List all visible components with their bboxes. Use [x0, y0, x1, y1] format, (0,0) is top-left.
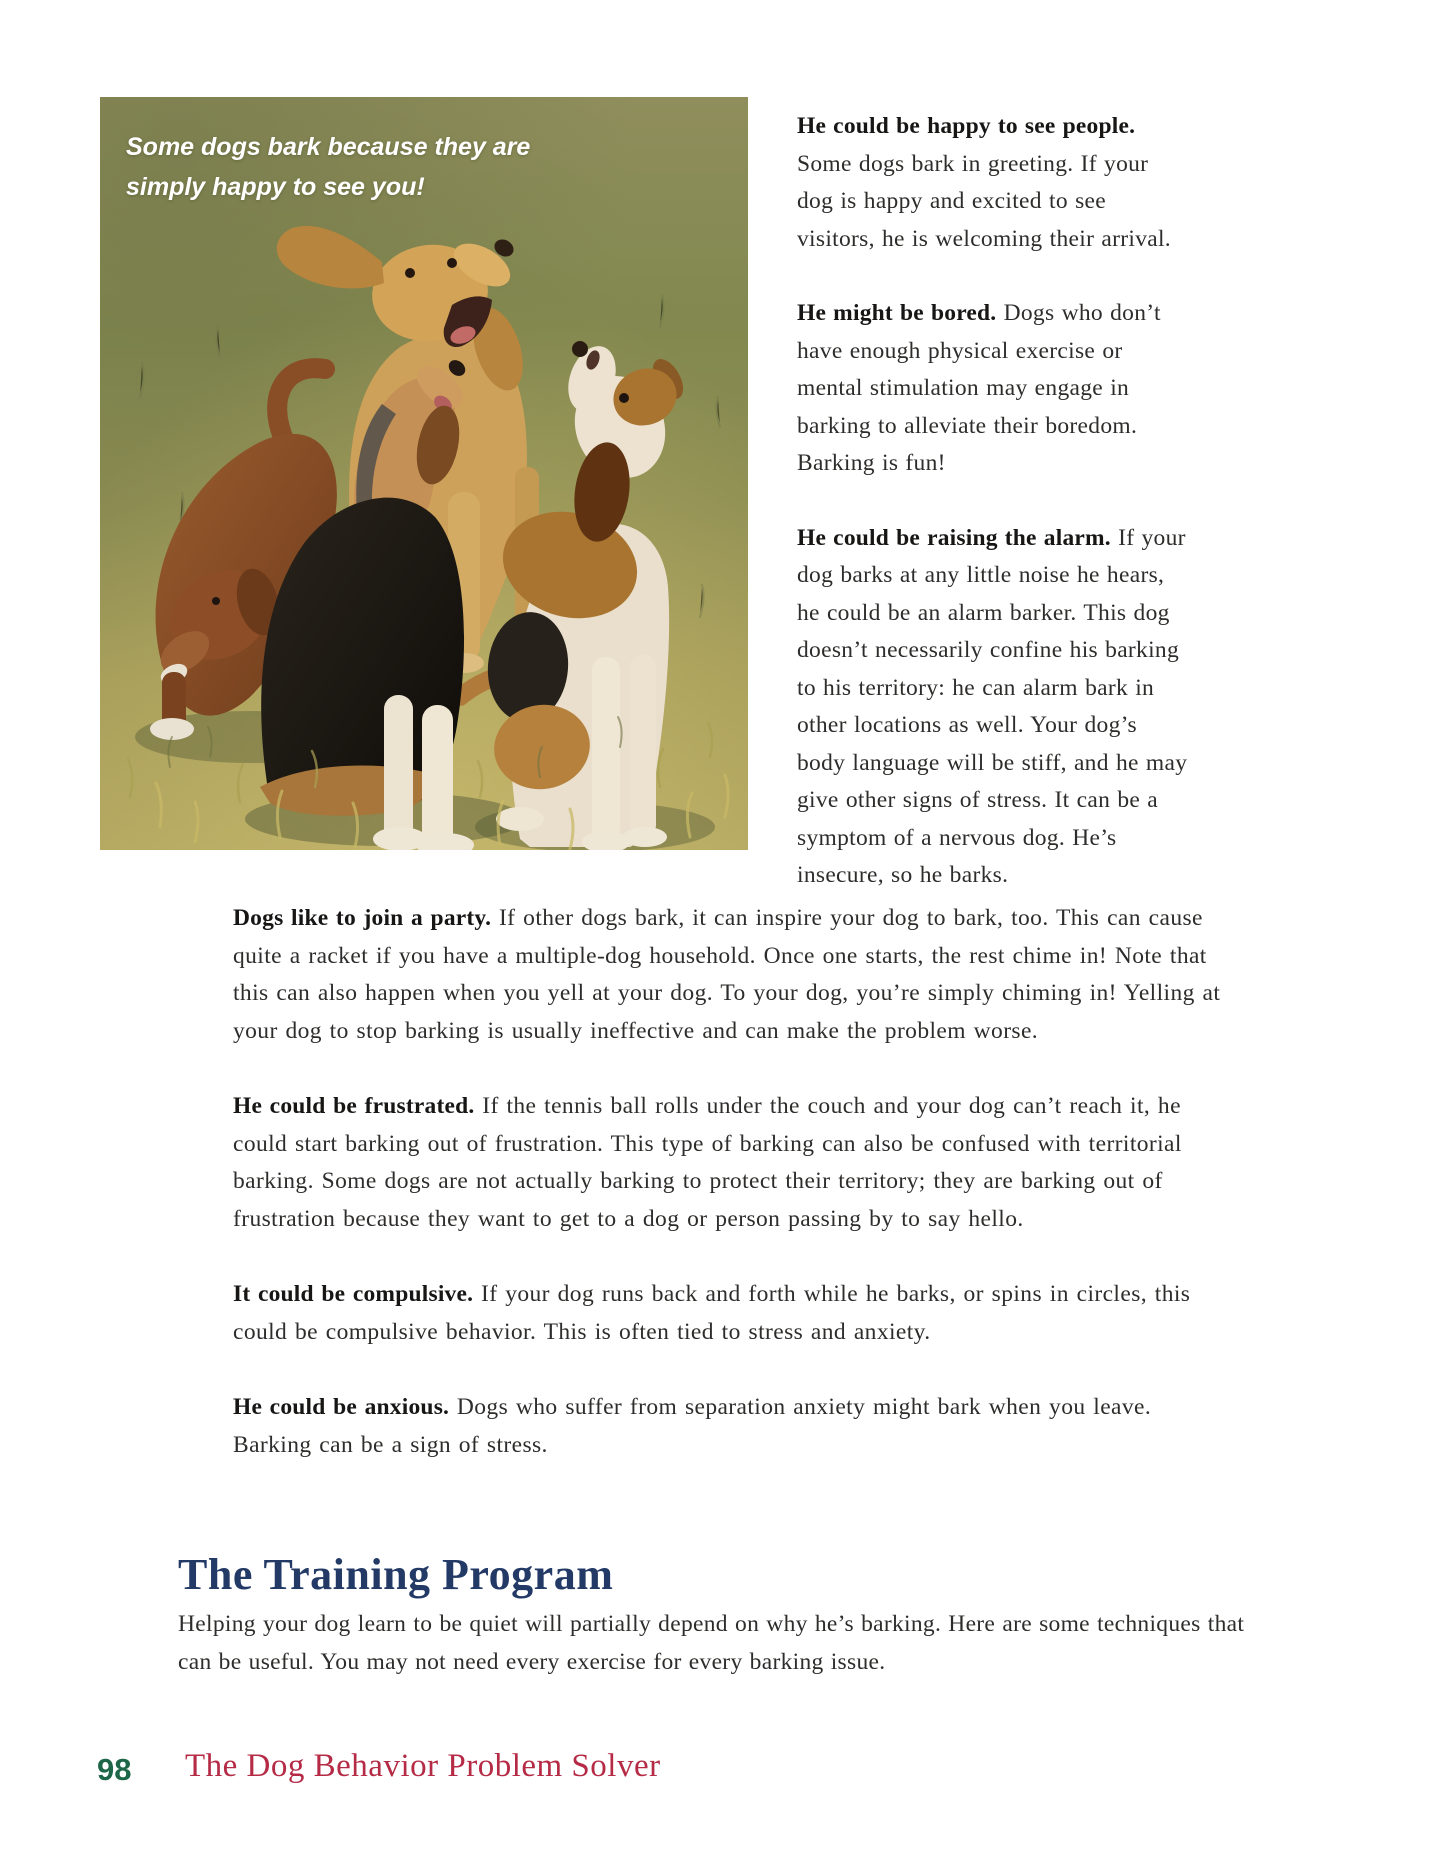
paragraph-text: Dogs who don’t have enough physical exercise or mental stimulation may engage in barking to alleviate their boredom. Barking is fun! [797, 300, 1161, 476]
paragraph-frustrated [233, 1088, 1225, 1238]
right-text-column [797, 108, 1189, 932]
paragraph-raising-the-alarm [797, 520, 1189, 895]
paragraph-text: If the tennis ball rolls under the couch and your dog can’t reach it, he could start barking out of frustration. This type of barking can also be confused with territorial barking. Some dogs are not actually barking to protect their territory; they are barking out of frustration because they want to get to a dog or person passing by to say hello. [233, 1093, 1182, 1232]
photo-caption [126, 127, 530, 207]
paragraph-lead: He might be bored. [797, 300, 997, 326]
paragraph-happy-to-see-people [797, 108, 1189, 258]
paragraph-text: If your dog runs back and forth while he barks, or spins in circles, this could be compulsive behavior. This is often tied to stress and anxiety. [233, 1281, 1191, 1345]
page-footer [0, 1748, 1445, 1792]
dogs-photo [100, 97, 748, 850]
main-text-block [233, 900, 1225, 1502]
paragraph-text: Dogs who suffer from separation anxiety might bark when you leave. Barking can be a sign of stress. [233, 1394, 1152, 1458]
paragraph-lead: Dogs like to join a party. [233, 905, 492, 931]
photo-caption-line2: simply happy to see you! [126, 173, 425, 201]
paragraph-lead: He could be raising the alarm. [797, 524, 1111, 551]
paragraph-might-be-bored [797, 295, 1189, 483]
section-heading: The Training Program [178, 1550, 614, 1599]
book-title: The Dog Behavior Problem Solver [185, 1748, 661, 1784]
dogs-illustration [100, 97, 748, 850]
paragraph-text: If other dogs bark, it can inspire your dog to bark, too. This can cause quite a racket if you have a multiple-dog household. Once one starts, the rest chime in! Note that this can also happen when you yell at your dog. To your dog, you’re simply chiming in! Yelling at your dog to stop barking is usually ineffective and can make the problem worse. [233, 905, 1221, 1044]
paragraph-join-a-party [233, 900, 1225, 1050]
paragraph-text: If your dog barks at any little noise he hears, he could be an alarm barker. This dog doesn’t necessarily confine his barking to his territory: he can alarm bark in other locations as well. Your dog’s body language will be stiff, and he may give other signs of stress. It can be a symptom of a nervous dog. He’s insecure, so he barks. [797, 524, 1188, 888]
paragraph-lead: He could be anxious. [233, 1394, 450, 1420]
paragraph-text: Some dogs bark in greeting. If your dog is happy and excited to see visitors, he is welcoming their arrival. [797, 150, 1171, 252]
photo-caption-line1: Some dogs bark because they are [126, 133, 531, 161]
paragraph-lead: He could be happy to see people. [797, 113, 1136, 139]
paragraph-lead: It could be compulsive. [233, 1281, 474, 1307]
paragraph-compulsive [233, 1276, 1225, 1351]
section-intro: Helping your dog learn to be quiet will partially depend on why he’s barking. Here are some techniques that can be useful. You may not need every exercise for every barking issue. [178, 1611, 1245, 1675]
paragraph-lead: He could be frustrated. [233, 1093, 475, 1119]
paragraph-anxious [233, 1389, 1225, 1464]
page-number: 98 [97, 1752, 132, 1787]
